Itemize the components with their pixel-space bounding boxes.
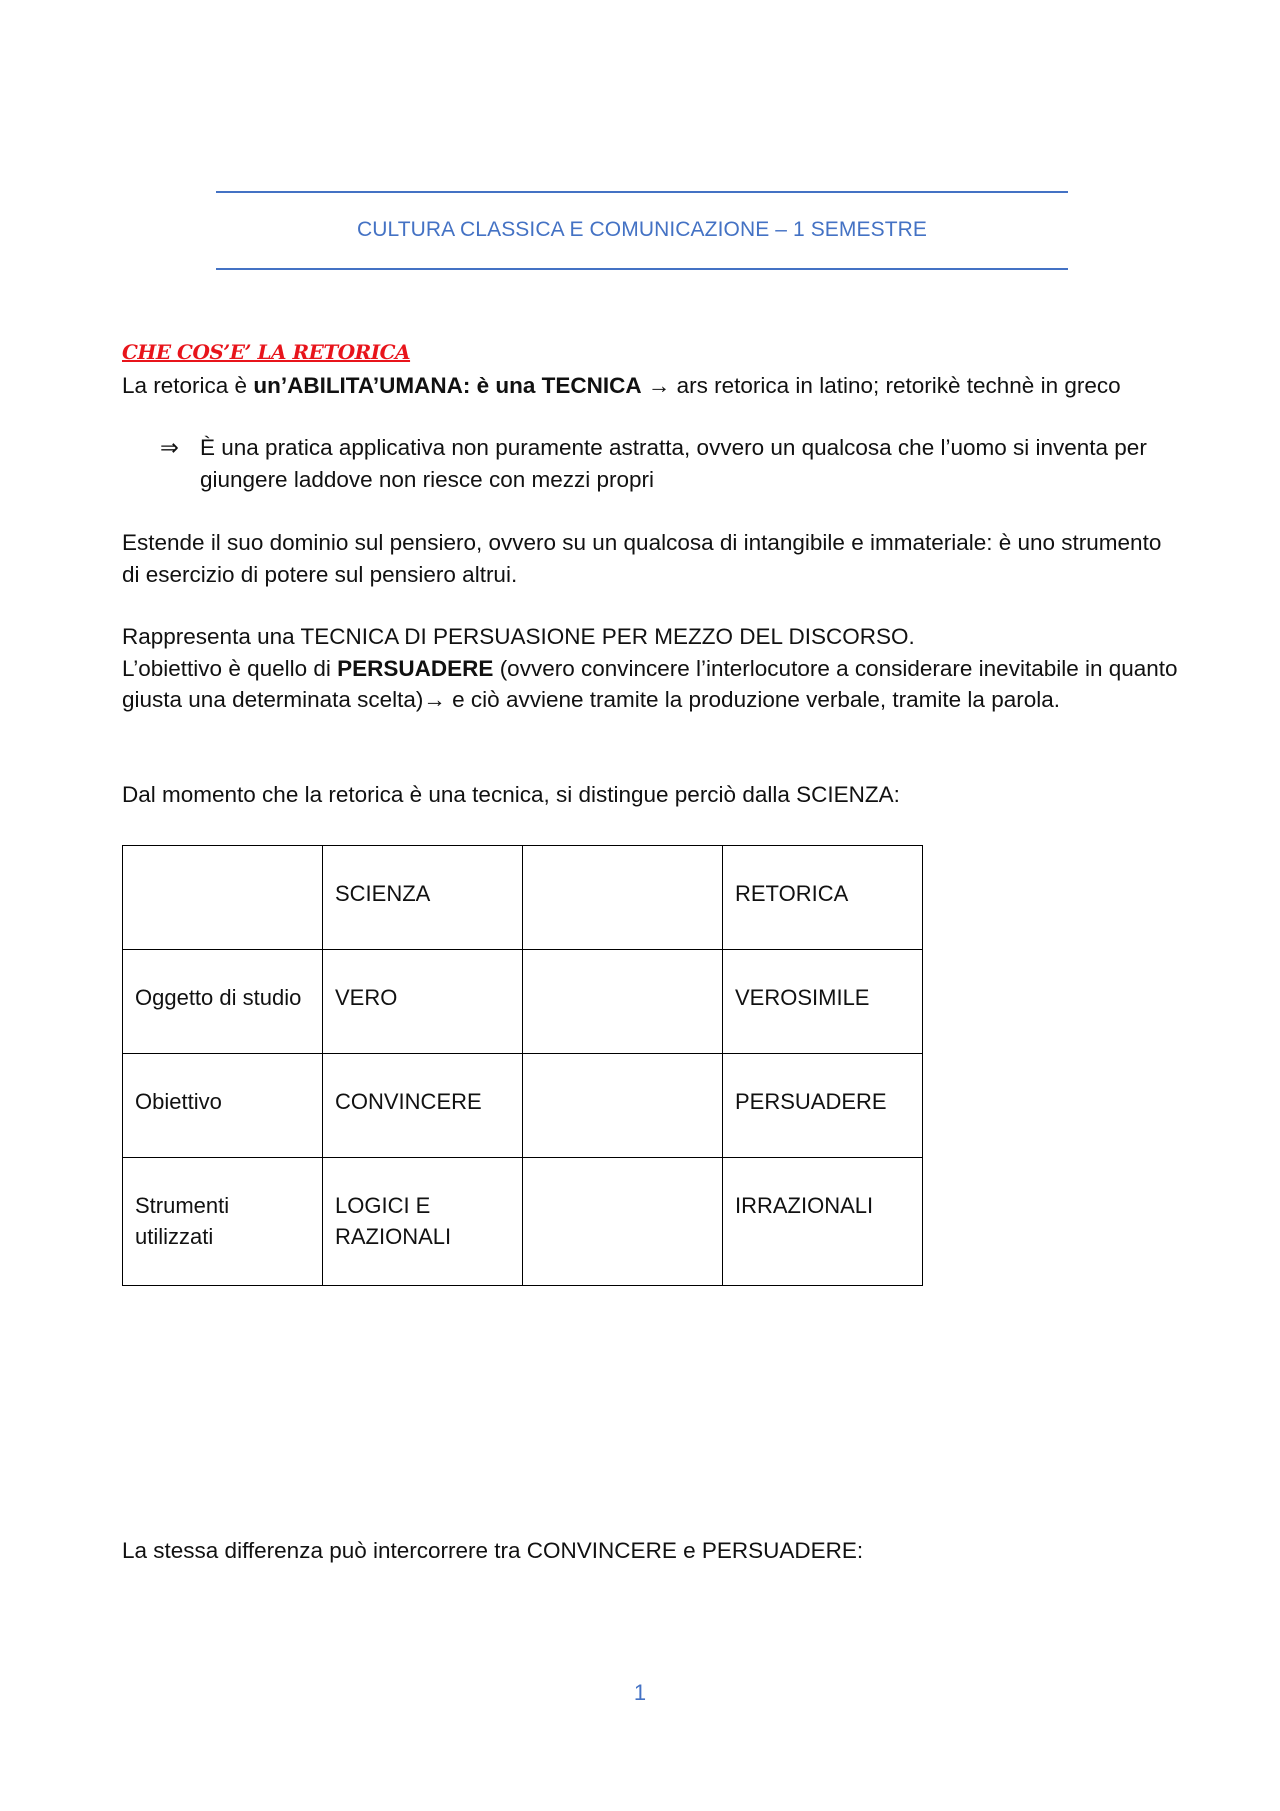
table-cell: IRRAZIONALI: [723, 1158, 923, 1286]
table-row: [123, 1054, 923, 1158]
table-cell: LOGICI E RAZIONALI: [323, 1158, 523, 1286]
persuasione-bold: PERSUADERE: [337, 655, 494, 681]
table-cell: RETORICA: [723, 846, 923, 950]
table-row: [123, 846, 923, 950]
comparison-table: [122, 845, 923, 1286]
persuasione-text-start: L’obiettivo è quello di: [122, 655, 338, 681]
persuasione-text-end: (ovvero convincere l’interlocutore a considerare inevitabile in quanto giusta una determinata scelta)→ e ciò avviene tramite la produzione verbale, tramite la parola.: [122, 655, 1178, 712]
table-cell: VEROSIMILE: [723, 950, 923, 1054]
paragraph-persuasione: [122, 621, 1182, 716]
persuasione-line1: Rappresenta una TECNICA DI PERSUASIONE PER MEZZO DEL DISCORSO.: [122, 624, 915, 649]
table-cell: Obiettivo: [123, 1054, 323, 1158]
page-number: 1: [633, 1680, 647, 1705]
table-cell: [523, 1158, 723, 1286]
double-arrow-icon: ⇒: [160, 435, 179, 460]
paragraph-dominio: Estende il suo dominio sul pensiero, ovvero su un qualcosa di intangibile e immateriale: è uno strumento di esercizio di potere sul pensiero altrui.: [122, 530, 1162, 587]
table-cell: Strumenti utilizzati: [123, 1158, 323, 1286]
table-cell: [523, 1054, 723, 1158]
definition-bold: un’ABILITA’UMANA: è una TECNICA: [253, 373, 642, 398]
table-row: [123, 1158, 923, 1286]
table-row: [123, 950, 923, 1054]
header-title: CULTURA CLASSICA E COMUNICAZIONE – 1 SEMESTRE: [356, 218, 928, 241]
definition-text-end: → ars retorica in latino; retorikè technè in greco: [641, 373, 1121, 398]
bullet-text: È una pratica applicativa non puramente astratta, ovvero un qualcosa che l’uomo si inventa per giungere laddove non riesce con mezzi propri: [200, 435, 1147, 492]
table-cell: VERO: [323, 950, 523, 1054]
table-cell: CONVINCERE: [323, 1054, 523, 1158]
paragraph-scienza-intro: Dal momento che la retorica è una tecnica, si distingue perciò dalla SCIENZA:: [122, 782, 900, 807]
table-cell: [123, 846, 323, 950]
section-title: CHE COS’E’ LA RETORICA: [122, 340, 411, 364]
persuasione-body: [122, 653, 1182, 716]
table-cell: PERSUADERE: [723, 1054, 923, 1158]
header-rule-top: [216, 191, 1068, 193]
table-cell: Oggetto di studio: [123, 950, 323, 1054]
definition-text-start: La retorica è: [122, 373, 254, 398]
table-cell: SCIENZA: [323, 846, 523, 950]
header-rule-bottom: [216, 268, 1068, 270]
table-cell: [523, 950, 723, 1054]
paragraph-differenza: La stessa differenza può intercorrere tra CONVINCERE e PERSUADERE:: [122, 1538, 864, 1563]
table-cell: [523, 846, 723, 950]
paragraph-definition: [122, 370, 1182, 402]
